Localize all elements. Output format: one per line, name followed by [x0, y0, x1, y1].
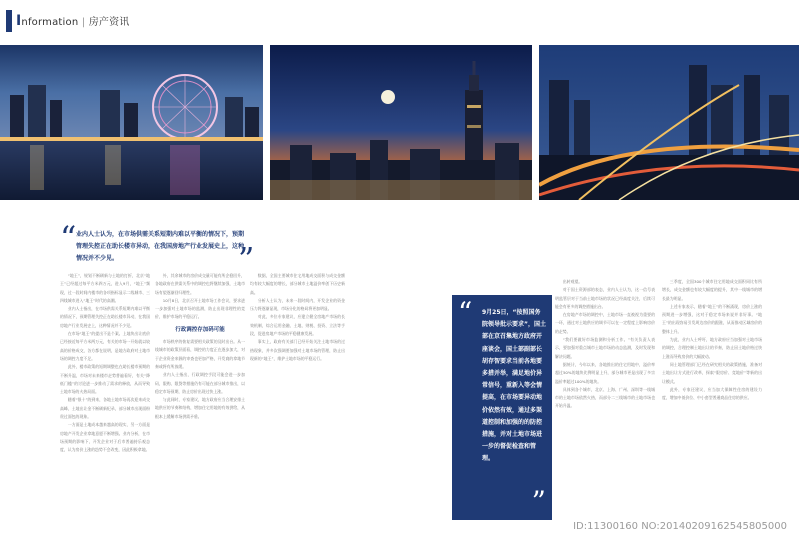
paragraph: 据统计，今年以来，各地推出的住宅用地中，溢价率超过50%的地块比例明显上升，部分城市更是出现了多宗溢价率超过100%的地块。 — [555, 361, 655, 384]
photo-ferris-wheel-city — [0, 45, 263, 200]
body-column-1 — [60, 272, 150, 530]
paragraph: 市场秩序的恢复需要相关政策的及时出台。从一线城市的政策层面看，调控的力度正在逐步加大，对于企业资金来源的审查也更加严格，开发商的拿地节奏或将有所放缓。 — [155, 339, 245, 369]
body-column-2 — [155, 272, 245, 530]
header-section: 房产资讯 — [88, 17, 130, 28]
paragraph: 事实上，政府有关部门已经开始关注土地市场的过热现象，并多次强调要加强对土地市场的管理，防止出现新的“地王”，维护土地市场的平稳运行。 — [250, 339, 345, 361]
paragraph: 数据，全国主要城市住宅用地成交面积与成交金额均有较大幅度的增长，部分城市土地溢价率创下历史新高。 — [250, 273, 345, 295]
paragraph: 上述专家表示，随着“地王”的不断涌现，房价上涨的预期进一步增强，这对于稳定市场来说并非好事。“地王”的出现容易引发周边房价的跟涨，从而推动区域房价的整体上升。 — [662, 303, 762, 334]
callout-text: 9月25日，“按照国务院领导批示要求”，国土部在京召集地方政府开座谈会，国土部副部长胡存智要求当前各地要多措并举，满足地价异常信号，重新入等会情提高，在市场要异动地价依然有效，通过多渠道控制和加强的的防控措施，并对土地市场进一步的督促检查和管理。 — [482, 309, 546, 463]
paragraph: 业内人士指出，行政调控手段可能会进一步加码，限购、限贷等措施仍有可能在部分城市推出，以稳定市场预期，防止房价出现过快上涨。 — [155, 372, 245, 394]
pull-quote: 业内人士认为，在市场供需关系短期内难以平衡的情况下，预期管理失控正在助长楼市异动，在我国房地产行业发展史上，这种情况并不少见。 — [76, 231, 245, 262]
callout-close-mark: ” — [531, 485, 546, 518]
paragraph: 具体到各个城市，北京、上海、广州、深圳等一线城市的土地市场依然火热，而部分二三线城市的土地市场也开始升温。 — [555, 386, 655, 409]
body-column-3 — [250, 272, 345, 530]
paragraph: “我们要做好市场监测和分析工作。”有关负责人表示，要加强对重点城市土地市场的动态监测，及时发现和解决问题。 — [555, 337, 655, 359]
paragraph: 出转观望。 — [562, 279, 583, 284]
paragraph: 此外，专家还建议，应当加大保障性住房的建设力度，增加中低价位、中小套型普通商品住房的供应。 — [662, 386, 762, 401]
paragraph: 为此，业内人士呼吁，地方政府应当加强对土地市场的调控，合理控制土地出让的节奏，防止因土地价格过快上涨而导致房价的大幅波动。 — [662, 337, 762, 359]
watermark-id: ID:11300160 NO:20140209162545805000 — [573, 521, 787, 532]
section-subtitle: 行政调控存加码可能 — [175, 326, 225, 333]
paragraph: 分析人士认为，未来一段时间内，开发企业的资金压力将逐渐显现，市场分化的格局将更加明显。 — [250, 297, 345, 312]
paragraph: 业内人士指出，在市场供需关系短期内难以平衡的情况下，预期管理失控正在助长楼市异动，在我国房地产行业发展史上，这种情况并不少见。 — [60, 306, 150, 328]
paragraph: 10月8日，北京召开土地市场工作会议，要求进一步加强对土地市场的监测，防止出现非理性的竞价，维护市场的平稳运行。 — [155, 297, 245, 320]
header-prefix-letter: I — [16, 13, 22, 29]
body-column-4 — [555, 278, 655, 530]
quote-close-mark: ” — [238, 240, 255, 278]
paragraph: 对此，多位专家建议，应建立健全房地产市场的长效机制，综合运用金融、土地、财税、投资、立法等手段，促进房地产市场的平稳健康发展。 — [250, 314, 345, 337]
quote-open-mark: “ — [60, 219, 77, 257]
photo-skyscraper-night — [270, 45, 532, 200]
paragraph: 一方面是土地成本越来越高的现实，另一方面是房地产开发企业拿地意愿不断增强。业内分析，在市场预期的影响下，开发企业对于后市普遍持乐观态度，认为房价上涨的趋势不会改变，因此积极拿地。 — [60, 422, 150, 453]
paragraph: 三季度，全国300个城市住宅用地成交面积同比有所增长，成交金额也有较大幅度的提升，其中一线城市的增长最为明显。 — [662, 279, 762, 301]
paragraph: 外，其余城市的房价成交量可能有所企稳回升，各地政府在供需关系中的调控也将继续加强，土地市场有望逐渐回归理性。 — [155, 273, 245, 295]
paragraph: 在房地产市场的调控中，土地市场一直被视为重要的一环，通过对土地供应的调节可以在一定程度上影响房价的走势。 — [555, 312, 655, 334]
paragraph: “地王”，规划不断刷新与土地的打折，北京“地王”已经超过每平方米四万元，进入9月，“地王”频现，过一段时间内楼市的各项指标显示二线城市、三四线城市进入“地王”时代的高潮。 — [60, 273, 150, 303]
body-column-5 — [662, 278, 762, 508]
paragraph: 与此同时，专家建议，地方政府应当合理安排土地供应的节奏和结构，增加住宅用地的有效供给，从根本上缓解市场供需矛盾。 — [155, 397, 245, 419]
header-title: nformation — [21, 17, 79, 28]
paragraph: 此外，楼市政策的短期调整也在助长楼市预期的不断升温，市场对未来楼市走势普遍看好，有关“降低门槛”的讨论进一步推动了需求的释放，从而导致土地市场的火热局面。 — [60, 364, 150, 395]
header-accent-bar — [6, 10, 12, 32]
photo-highway-interchange — [539, 45, 799, 200]
paragraph: 随着“银十”的到来，各地土地市场再次迎来成交高峰，土地出让金不断刷新纪录，部分城市出现面粉贵过面包的现象。 — [60, 397, 150, 420]
callout-open-mark: “ — [458, 296, 473, 329]
paragraph: 对于国土资源部的表态，业内人士认为，这一信号表明监管层对于当前土地市场的状况已经高度关注，后续可能会有更多的调控措施出台。 — [555, 287, 655, 309]
page-header: Information | 房产资讯 — [16, 13, 130, 29]
paragraph: 同土地管理部门已经在研究相关的政策措施，准备对土地出让方式进行改革，探索“限房价、竞地价”等新的出让模式。 — [662, 361, 762, 384]
callout-box — [452, 295, 552, 520]
paragraph: 在市场“地王”的提出不是个案。上地块出让底价已经接近每平方米两万元，有关的市场一开始就以较高的价格成交，各方都在说明，是地方政府对土地市场的调控力度不足。 — [60, 331, 150, 361]
